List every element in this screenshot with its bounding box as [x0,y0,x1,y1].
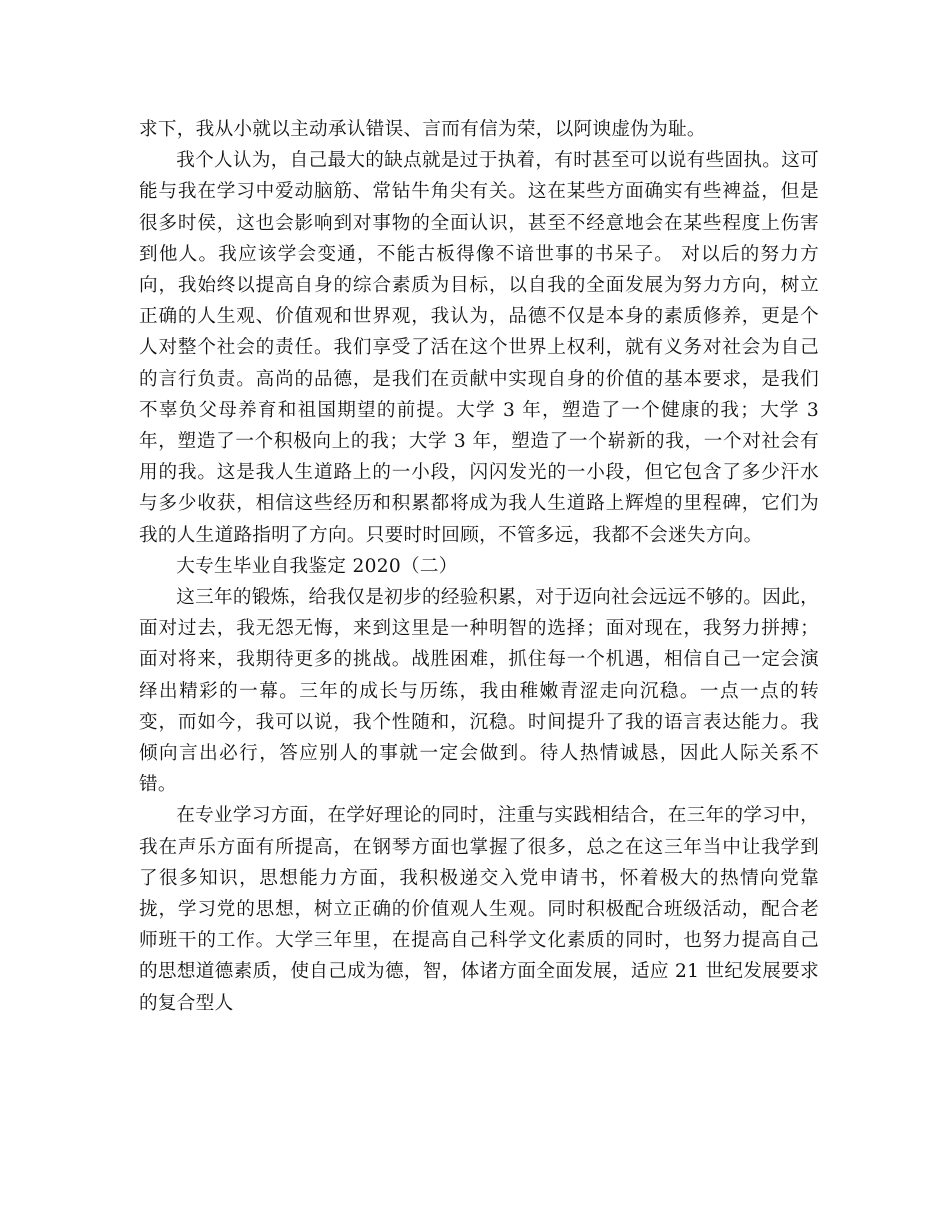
paragraph-three-years: 这三年的锻炼，给我仅是初步的经验积累，对于迈向社会远远不够的。因此，面对过去，我无怨无悔，来到这里是一种明智的选择；面对现在，我努力拼搏；面对将来，我期待更多的挑战。战胜困难，抓住每一个机遇，相信自己一定会演绎出精彩的一幕。三年的成长与历练，我由稚嫩青涩走向沉稳。一点一点的转变，而如今，我可以说，我个性随和，沉稳。时间提升了我的语言表达能力。我倾向言出必行，答应别人的事就一定会做到。待人热情诚恳，因此人际关系不错。 [139,587,819,796]
section-subtitle: 大专生毕业自我鉴定 2020（二） [176,555,458,577]
paragraph-continuation: 求下，我从小就以主动承认错误、言而有信为荣，以阿谀虚伪为耻。 [139,119,706,140]
paragraph-self-assessment: 我个人认为，自己最大的缺点就是过于执着，有时甚至可以说有些固执。这可能与我在学习中爱动脑筋、常钻牛角尖有关。这在某些方面确实有些裨益，但是很多时侯，这也会影响到对事物的全面认识，甚至不经意地会在某些程度上伤害到他人。我应该学会变通，不能古板得像不谙世事的书呆子。 对以后的努力方向，我始终以提高自身的综合素质为目标，以自我的全面发展为努力方向，树立正确的人生观、价值观和世界观，我认为，品德不仅是本身的素质修养，更是个人对整个社会的责任。我们享受了活在这个世界上权利，就有义务对社会为自己的言行负责。高尚的品德，是我们在贡献中实现自身的价值的基本要求，是我们不辜负父母养育和祖国期望的前提。大学 3 年，塑造了一个健康的我；大学 3 年，塑造了一个积极向上的我；大学 3 年，塑造了一个崭新的我，一个对社会有用的我。这是我人生道路上的一小段，闪闪发光的一小段，但它包含了多少汗水与多少收获，相信这些经历和积累都将成为我人生道路上辉煌的里程碑，它们为我的人生道路指明了方向。只要时时回顾，不管多远，我都不会迷失方向。 [139,150,819,546]
document-body [139,114,819,1019]
paragraph-professional-study: 在专业学习方面，在学好理论的同时，注重与实践相结合，在三年的学习中，我在声乐方面有所提高，在钢琴方面也掌握了很多，总之在这三年当中让我学到了很多知识，思想能力方面，我积极递交入党申请书，怀着极大的热情向党靠拢，学习党的思想，树立正确的价值观人生观。同时积极配合班级活动，配合老师班干的工作。大学三年里，在提高自己科学文化素质的同时，也努力提高自己的思想道德素质，使自己成为德，智，体诸方面全面发展，适应 21 世纪发展要求的复合型人 [139,805,819,1014]
